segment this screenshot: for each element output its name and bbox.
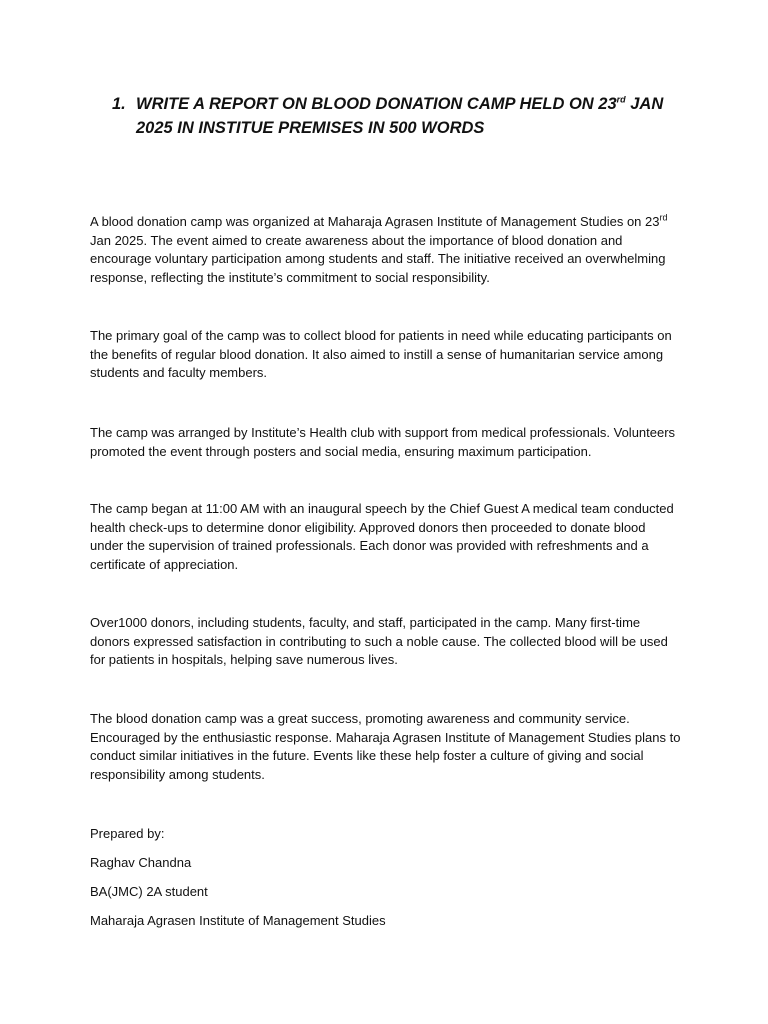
paragraph-conclusion: The blood donation camp was a great success, promoting awareness and community service. Encouraged by the enthusiastic response. Maharaja Agrasen Institute of Management Studies plans to conduct similar initiatives in the future. Events like these help foster a culture of giving and social responsibility among students. [90, 711, 681, 782]
paragraph-introduction [90, 213, 682, 287]
question-title [136, 92, 672, 140]
question-title-superscript: rd [616, 94, 626, 105]
question-title-part1: WRITE A REPORT ON BLOOD DONATION CAMP HELD ON 23 [136, 95, 617, 113]
question-number: 1. [112, 95, 126, 113]
author-course: BA(JMC) 2A student [90, 884, 208, 899]
paragraph-introduction-part2: Jan 2025. The event aimed to create awareness about the importance of blood donation and encourage voluntary participation among students and staff. The initiative received an overwhelming response, reflecting the institute’s commitment to social responsibility. [90, 232, 666, 285]
paragraph-introduction-superscript: rd [659, 212, 668, 223]
author-name: Raghav Chandna [90, 855, 192, 870]
author-institute: Maharaja Agrasen Institute of Management Studies [90, 913, 386, 928]
paragraph-organization: The camp was arranged by Institute’s Health club with support from medical professionals. Volunteers promoted the event through posters and social media, ensuring maximum participation. [90, 425, 676, 459]
paragraph-participation: Over1000 donors, including students, faculty, and staff, participated in the camp. Many first-time donors expressed satisfaction in contributing to such a noble cause. The collected blood will be used for patients in hospitals, helping save numerous lives. [90, 615, 668, 668]
paragraph-proceedings: The camp began at 11:00 AM with an inaugural speech by the Chief Guest A medical team conducted health check-ups to determine donor eligibility. Approved donors then proceeded to donate blood under the supervision of trained professionals. Each donor was provided with refreshments and a certificate of appreciation. [90, 501, 674, 572]
paragraph-objective: The primary goal of the camp was to collect blood for patients in need while educating participants on the benefits of regular blood donation. It also aimed to instill a sense of humanitarian service among students and faculty members. [90, 328, 672, 381]
question-title-part2: JAN 2025 IN INSTITUE PREMISES IN 500 WORDS [136, 95, 664, 137]
paragraph-introduction-part1: A blood donation camp was organized at Maharaja Agrasen Institute of Management Studies on 23 [90, 214, 660, 229]
prepared-by-label: Prepared by: [90, 826, 165, 841]
question-heading [112, 92, 672, 140]
